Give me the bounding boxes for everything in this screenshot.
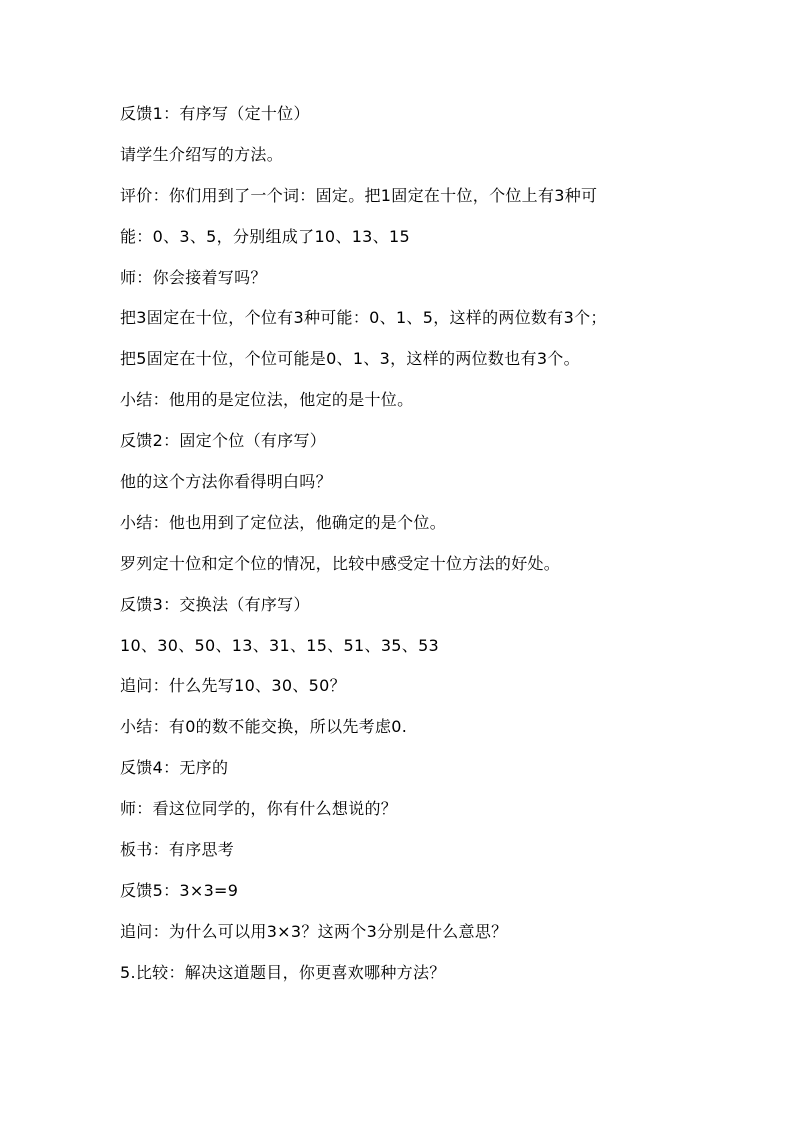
blackboard-line: 板书：有序思考 bbox=[120, 840, 235, 860]
feedback-4-heading: 反馈4：无序的 bbox=[120, 758, 229, 778]
feedback-2-heading: 反馈2：固定个位（有序写） bbox=[120, 431, 327, 451]
text-line: 把3固定在十位，个位有3种可能：0、1、5，这样的两位数有3个； bbox=[120, 308, 607, 328]
text-line: 请学生介绍写的方法。 bbox=[120, 144, 284, 164]
feedback-1-heading: 反馈1：有序写（定十位） bbox=[120, 104, 310, 123]
text-line: 把5固定在十位，个位可能是0、1、3，这样的两位数也有3个。 bbox=[120, 349, 580, 369]
summary-line: 小结：他也用到了定位法，他确定的是个位。 bbox=[120, 512, 447, 532]
summary-line: 小结：有0的数不能交换，所以先考虑0. bbox=[120, 717, 408, 737]
text-line: 追问：什么先写10、30、50？ bbox=[120, 676, 346, 696]
summary-line: 小结：他用的是定位法，他定的是十位。 bbox=[120, 390, 414, 410]
text-line: 师：看这位同学的，你有什么想说的？ bbox=[120, 799, 398, 819]
document-body bbox=[120, 104, 690, 1004]
text-line: 师：你会接着写吗？ bbox=[120, 267, 267, 287]
feedback-5-heading: 反馈5：3×3=9 bbox=[120, 880, 239, 900]
feedback-3-heading: 反馈3：交换法（有序写） bbox=[120, 594, 310, 614]
text-line: 追问：为什么可以用3×3？这两个3分别是什么意思？ bbox=[120, 921, 508, 941]
text-line: 评价：你们用到了一个词：固定。把1固定在十位，个位上有3种可 bbox=[120, 185, 598, 205]
text-line: 他的这个方法你看得明白吗？ bbox=[120, 472, 332, 492]
number-list-line: 10、30、50、13、31、15、51、35、53 bbox=[120, 635, 440, 655]
section-5-heading: 5.比较：解决这道题目，你更喜欢哪种方法？ bbox=[120, 962, 446, 982]
text-line: 罗列定十位和定个位的情况，比较中感受定十位方法的好处。 bbox=[120, 553, 561, 573]
text-line: 能：0、3、5，分别组成了10、13、15 bbox=[120, 226, 410, 246]
